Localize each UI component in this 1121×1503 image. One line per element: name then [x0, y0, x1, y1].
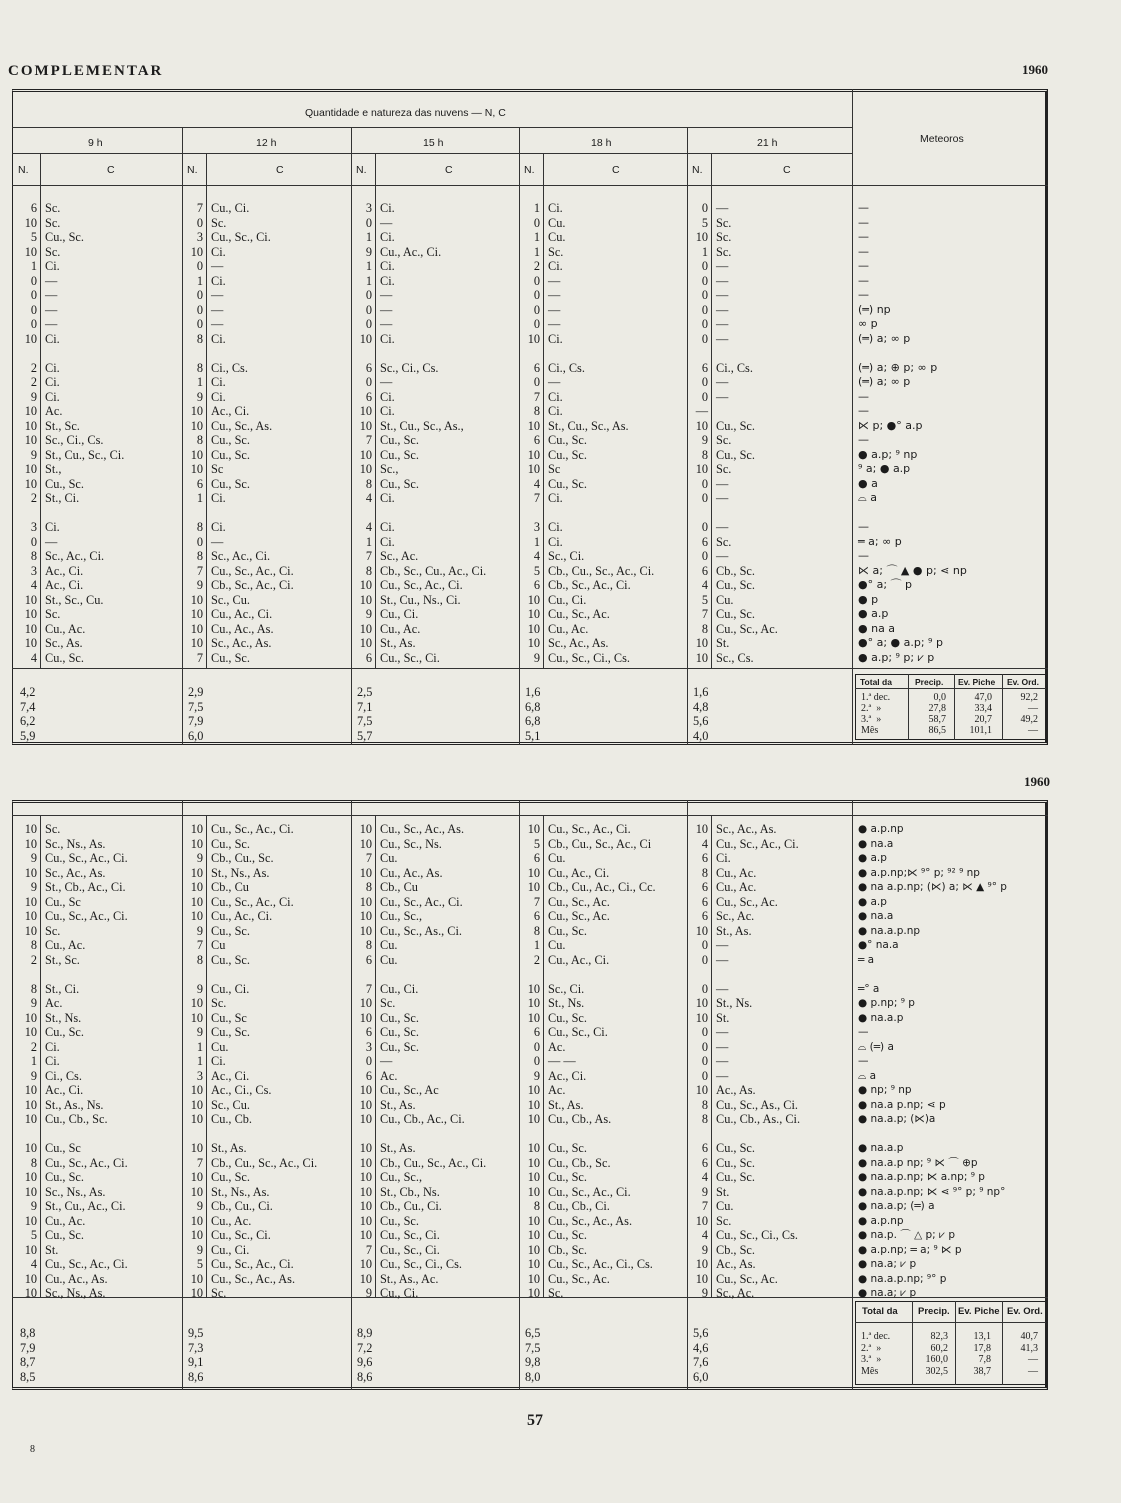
- hour-9h: 9 h: [88, 137, 103, 149]
- c-column-9h: Sc. Sc., Ns., As. Cu., Sc., Ac., Ci. Sc., Ac., As. St., Cb., Ac., Ci. Cu., Sc Cu., Sc., Ac., Ci. Sc. Cu., Ac. St., Sc. St., Ci. Ac. St., Ns. Cu., Sc. Ci. Ci. Ci., Cs. Ac., Ci. St., As., Ns. Cu., Cb., Sc. Cu., Sc Cu., Sc., Ac., Ci. Cu., Sc. Sc., Ns., As. St., Cu., Ac., Ci. Cu., Ac. Cu., Sc. St. Cu., Sc., Ac., Ci. Cu., Ac., As. Sc., Ns., As.: [45, 822, 128, 1300]
- c-header: C: [783, 164, 791, 176]
- n-column-9h: 6 10 5 10 1 0 0 0 0 10 2 2 9 10 10 10 9 10 10 2 3 0 8 3 4 10 10 10 10 4: [24, 201, 37, 665]
- ev-ord-header: Ev. Ord.: [1007, 677, 1039, 687]
- means-21h: 5,6 4,6 7,6 6,0: [693, 1326, 709, 1384]
- n-column-12h: 7 0 3 10 0 1 0 0 0 8 8 1 9 10 10 8 10 10 6 1 8 0 8 7 9 10 10 10 10 7: [190, 201, 203, 665]
- means-18h: 1,6 6,8 6,8 5,1: [525, 685, 541, 743]
- ev-ord-values: 40,7 41,3 — —: [1020, 1331, 1038, 1377]
- year-label: 1960: [1022, 62, 1048, 77]
- c-column-21h: Sc., Ac., As. Cu., Sc., Ac., Ci. Ci. Cu., Ac. Cu., Ac. Cu., Sc., Ac. Sc., Ac. St., As. — — — St., Ns. St. — — — — Ac., As. Cu., Sc., As., Ci. Cu., Cb., As., Ci. Cu., Sc. Cu., Sc. Cu., Sc. St. Cu. Sc. Cu., Sc., Ci., Cs. Cb., Sc. Ac., As. Cu., Sc., Ac. Sc., Ac.: [716, 822, 801, 1300]
- n-column-15h: 10 10 7 10 8 10 10 10 8 6 7 10 10 6 3 0 6 10 10 10 10 10 10 10 10 10 10 7 10 10 9: [359, 822, 372, 1300]
- c-column-12h: Cu., Sc., Ac., Ci. Cu., Sc. Cb., Cu., Sc. St., Ns., As. Cb., Cu Cu., Sc., Ac., Ci. Cu., Ac., Ci. Cu., Sc. Cu Cu., Sc. Cu., Ci. Sc. Cu., Sc Cu., Sc. Cu. Ci. Ac., Ci. Ac., Ci., Cs. Sc., Cu. Cu., Cb. St., As. Cb., Cu., Sc., Ac., Ci. Cu., Sc. St., Ns., As. Cb., Cu., Ci. Cu., Ac. Cu., Sc., Ci. Cu., Ci. Cu., Sc., Ac., Ci. Cu., Sc., Ac., As. Sc.: [211, 822, 318, 1300]
- ev-ord-values: 92,2 — 49,2 —: [1020, 692, 1038, 736]
- n-column-12h: 10 10 9 10 10 10 10 9 7 8 9 10 10 9 1 1 3 10 10 10 10 7 10 10 9 10 10 9 5 10 10: [190, 822, 203, 1300]
- ev-piche-values: 47,0 33,4 20,7 101,1: [969, 692, 992, 736]
- n-header: N.: [18, 164, 29, 176]
- n-header: N.: [692, 164, 703, 176]
- n-column-18h: 1 0 1 1 2 0 0 0 0 10 6 0 7 8 10 6 10 10 4 7 3 1 4 5 6 10 10 10 10 9: [527, 201, 540, 665]
- c-column-15h: Cu., Sc., Ac., As. Cu., Sc., Ns. Cu. Cu., Ac., As. Cb., Cu Cu., Sc., Ac., Ci. Cu., Sc., Cu., Sc., As., Ci. Cu. Cu. Cu., Ci. Sc. Cu., Sc. Cu., Sc. Cu., Sc. — Ac. Cu., Sc., Ac St., As. Cu., Cb., Ac., Ci. St., As. Cb., Cu., Sc., Ac., Ci. Cu., Sc., St., Cb., Ns. Cb., Cu., Ci. Cu., Sc. Cu., Sc., Ci. Cu., Sc., Ci. Cu., Sc., Ci., Cs. St., As., Ac. Cu., Ci.: [380, 822, 487, 1300]
- c-header: C: [612, 164, 620, 176]
- c-column-12h: Cu., Ci. Sc. Cu., Sc., Ci. Ci. — Ci. — — — Ci. Ci., Cs. Ci. Ci. Ac., Ci. Cu., Sc., As. Cu., Sc. Cu., Sc. Sc Cu., Sc. Ci. Ci. — Sc., Ac., Ci. Cu., Sc., Ac., Ci. Cb., Sc., Ac., Ci. Sc., Cu. Cu., Ac., Ci. Cu., Ac., As. Sc., Ac., As. Cu., Sc.: [211, 201, 294, 665]
- hour-21h: 21 h: [757, 137, 778, 149]
- c-header: C: [276, 164, 284, 176]
- n-column-15h: 3 0 1 9 1 1 0 0 0 10 6 0 6 10 10 7 10 10 8 4 4 1 7 8 10 10 9 10 10 6: [359, 201, 372, 665]
- n-column-21h: 0 5 10 1 0 0 0 0 0 0 6 0 0 — 10 9 8 10 0 0 0 6 0 6 4 5 7 8 10 10: [695, 201, 708, 665]
- means-9h: 8,8 7,9 8,7 8,5: [20, 1326, 36, 1384]
- precip-header: Precip.: [915, 677, 944, 687]
- totals-header: Total da: [860, 677, 892, 687]
- c-column-15h: Ci. — Ci. Cu., Ac., Ci. Ci. Ci. — — — Ci. Sc., Ci., Cs. — Ci. Ci. St., Cu., Sc., As., Cu., Sc. Cu., Sc. Sc., Cu., Sc. Ci. Ci. Ci. Sc., Ac. Cb., Sc., Cu., Ac., Ci. Cu., Sc., Ac., Ci. St., Cu., Ns., Ci. Cu., Ci. Cu., Ac. St., As. Cu., Sc., Ci.: [380, 201, 487, 665]
- c-header: C: [445, 164, 453, 176]
- hour-12h: 12 h: [256, 137, 277, 149]
- c-column-21h: — Sc. Sc. Sc. — — — — — — Ci., Cs. — — Cu., Sc. Sc. Cu., Sc. Sc. — — — Sc. — Cb., Sc. Cu., Sc. Cu. Cu., Sc. Cu., Sc., Ac. St. Sc., Cs.: [716, 201, 778, 665]
- precip-header: Precip.: [918, 1306, 950, 1317]
- meteoros-column: ● a.p.np ● na.a ● a.p ● a.p.np;⋉ ⁹° p; ⁹² ⁹ np ● na a.p.np; (⋉) a; ⋉ ▲ ⁹° p ● a.p ● na.a ● na.a.p.np ●° na.a ═ a ═° a ● p.np; ⁹ p ● na.a.p — ⌓ (═) a — ⌓ a ● np; ⁹ np ● na.a p.np; ⋖ p ● na.a.p; (⋉)a ● na.a.p ● na.a.p np; ⁹ ⋉ ⌒ ⊕p ● na.a.p.np; ⋉ a.np; ⁹ p ● na.a.p.np; ⋉ ⋖ ⁹° p; ⁹ np° ● na.a.p; (═) a ● a.p.np ● na.p. ⌒ △ p; ⩗ p ● a.p.np; ═ a; ⁹ ⋉ p ● na.a; ⩗ p ● na.a.p.np; ⁹° p ● na.a; ⩗ p: [858, 823, 1007, 1299]
- meteoros-column: — — — — — — — (═) np ∞ p (═) a; ∞ p (═) a; ⊕ p; ∞ p (═) a; ∞ p — — ⋉ p; ●° a.p — ● a.p; ⁹ np ⁹ a; ● a.p ● a ⌓ a — ═ a; ∞ p — ⋉ a; ⌒ ▲ ● p; ⋖ np ●° a; ⌒ p ● p ● a.p ● na a ●° a; ● a.p; ⁹ p ● a.p; ⁹ p; ⩗ p: [858, 201, 967, 664]
- totals-header: Total da: [862, 1306, 898, 1317]
- c-column-9h: Sc. Sc. Cu., Sc. Sc. Ci. — — — — Ci. Ci. Ci. Ci. Ac. St., Sc. Sc., Ci., Cs. St., Cu., Sc., Ci. St., Cu., Sc. St., Ci. Ci. — Sc., Ac., Ci. Ac., Ci. Ac., Ci. St., Sc., Cu. Sc. Cu., Ac. Sc., As. Cu., Sc.: [45, 201, 125, 665]
- means-12h: 2,9 7,5 7,9 6,0: [188, 685, 204, 743]
- year-label-bottom: 1960: [1024, 774, 1050, 789]
- hour-15h: 15 h: [423, 137, 444, 149]
- cloud-group-title: Quantidade e natureza das nuvens — N, C: [305, 107, 506, 119]
- means-9h: 4,2 7,4 6,2 5,9: [20, 685, 36, 743]
- precip-values: 82,3 60,2 160,0 302,5: [925, 1331, 948, 1377]
- n-header: N.: [187, 164, 198, 176]
- n-column-9h: 10 10 9 10 9 10 10 10 8 2 8 9 10 10 2 1 9 10 10 10 10 8 10 10 9 10 5 10 4 10 10: [24, 822, 37, 1300]
- n-column-21h: 10 4 6 8 6 6 6 10 0 0 0 10 10 0 0 0 0 10 8 8 6 6 4 9 7 10 4 9 10 10 9: [695, 822, 708, 1300]
- n-header: N.: [356, 164, 367, 176]
- n-column-18h: 10 5 6 10 10 7 6 8 1 2 10 10 10 6 0 0 9 10 10 10 10 10 10 10 8 10 10 10 10 10 10: [527, 822, 540, 1300]
- c-column-18h: Cu., Sc., Ac., Ci. Cb., Cu., Sc., Ac., Ci Cu. Cu., Ac., Ci. Cb., Cu., Ac., Ci., Cc. Cu., Sc., Ac. Cu., Sc., Ac. Cu., Sc. Cu. Cu., Ac., Ci. Sc., Ci. St., Ns. Cu., Sc. Cu., Sc., Ci. Ac. — — Ac., Ci. Ac. St., As. Cu., Cb., As. Cu., Sc. Cu., Cb., Sc. Cu., Sc. Cu., Sc., Ac., Ci. Cu., Cb., Ci. Cu., Sc., Ac., As. Cu., Sc. Cb., Sc. Cu., Sc., Ac., Ci., Cs. Cu., Sc., Ac. Sc.: [548, 822, 656, 1300]
- totals-labels: 1.ª dec. 2.ª » 3.ª » Mês: [861, 692, 891, 736]
- n-header: N.: [524, 164, 535, 176]
- ev-piche-values: 13,1 17,8 7,8 38,7: [973, 1331, 991, 1377]
- page-number: 57: [527, 1412, 543, 1429]
- ev-piche-header: Ev. Piche: [958, 677, 996, 687]
- totals-labels: 1.ª dec. 2.ª » 3.ª » Mês: [861, 1331, 891, 1377]
- precip-values: 0,0 27,8 58,7 86,5: [928, 692, 946, 736]
- meteoros-header: Meteoros: [920, 133, 964, 145]
- ev-ord-header: Ev. Ord.: [1007, 1306, 1043, 1317]
- means-18h: 6,5 7,5 9,8 8,0: [525, 1326, 541, 1384]
- ev-piche-header: Ev. Piche: [958, 1306, 1000, 1317]
- c-header: C: [107, 164, 115, 176]
- means-21h: 1,6 4,8 5,6 4,0: [693, 685, 709, 743]
- hour-18h: 18 h: [591, 137, 612, 149]
- signature-mark: 8: [30, 1444, 35, 1455]
- means-12h: 9,5 7,3 9,1 8,6: [188, 1326, 204, 1384]
- means-15h: 2,5 7,1 7,5 5,7: [357, 685, 373, 743]
- page-section-title: COMPLEMENTAR: [8, 63, 164, 79]
- means-15h: 8,9 7,2 9,6 8,6: [357, 1326, 373, 1384]
- c-column-18h: Ci. Cu. Cu. Sc. Ci. — — — — Ci. Ci., Cs. — Ci. Ci. St., Cu., Sc., As. Cu., Sc. Cu., Sc. Sc Cu., Sc. Ci. Ci. Ci. Sc., Ci. Cb., Cu., Sc., Ac., Ci. Cb., Sc., Ac., Ci. Cu., Ci. Cu., Sc., Ac. Cu., Ac. Sc., Ac., As. Cu., Sc., Ci., Cs.: [548, 201, 655, 665]
